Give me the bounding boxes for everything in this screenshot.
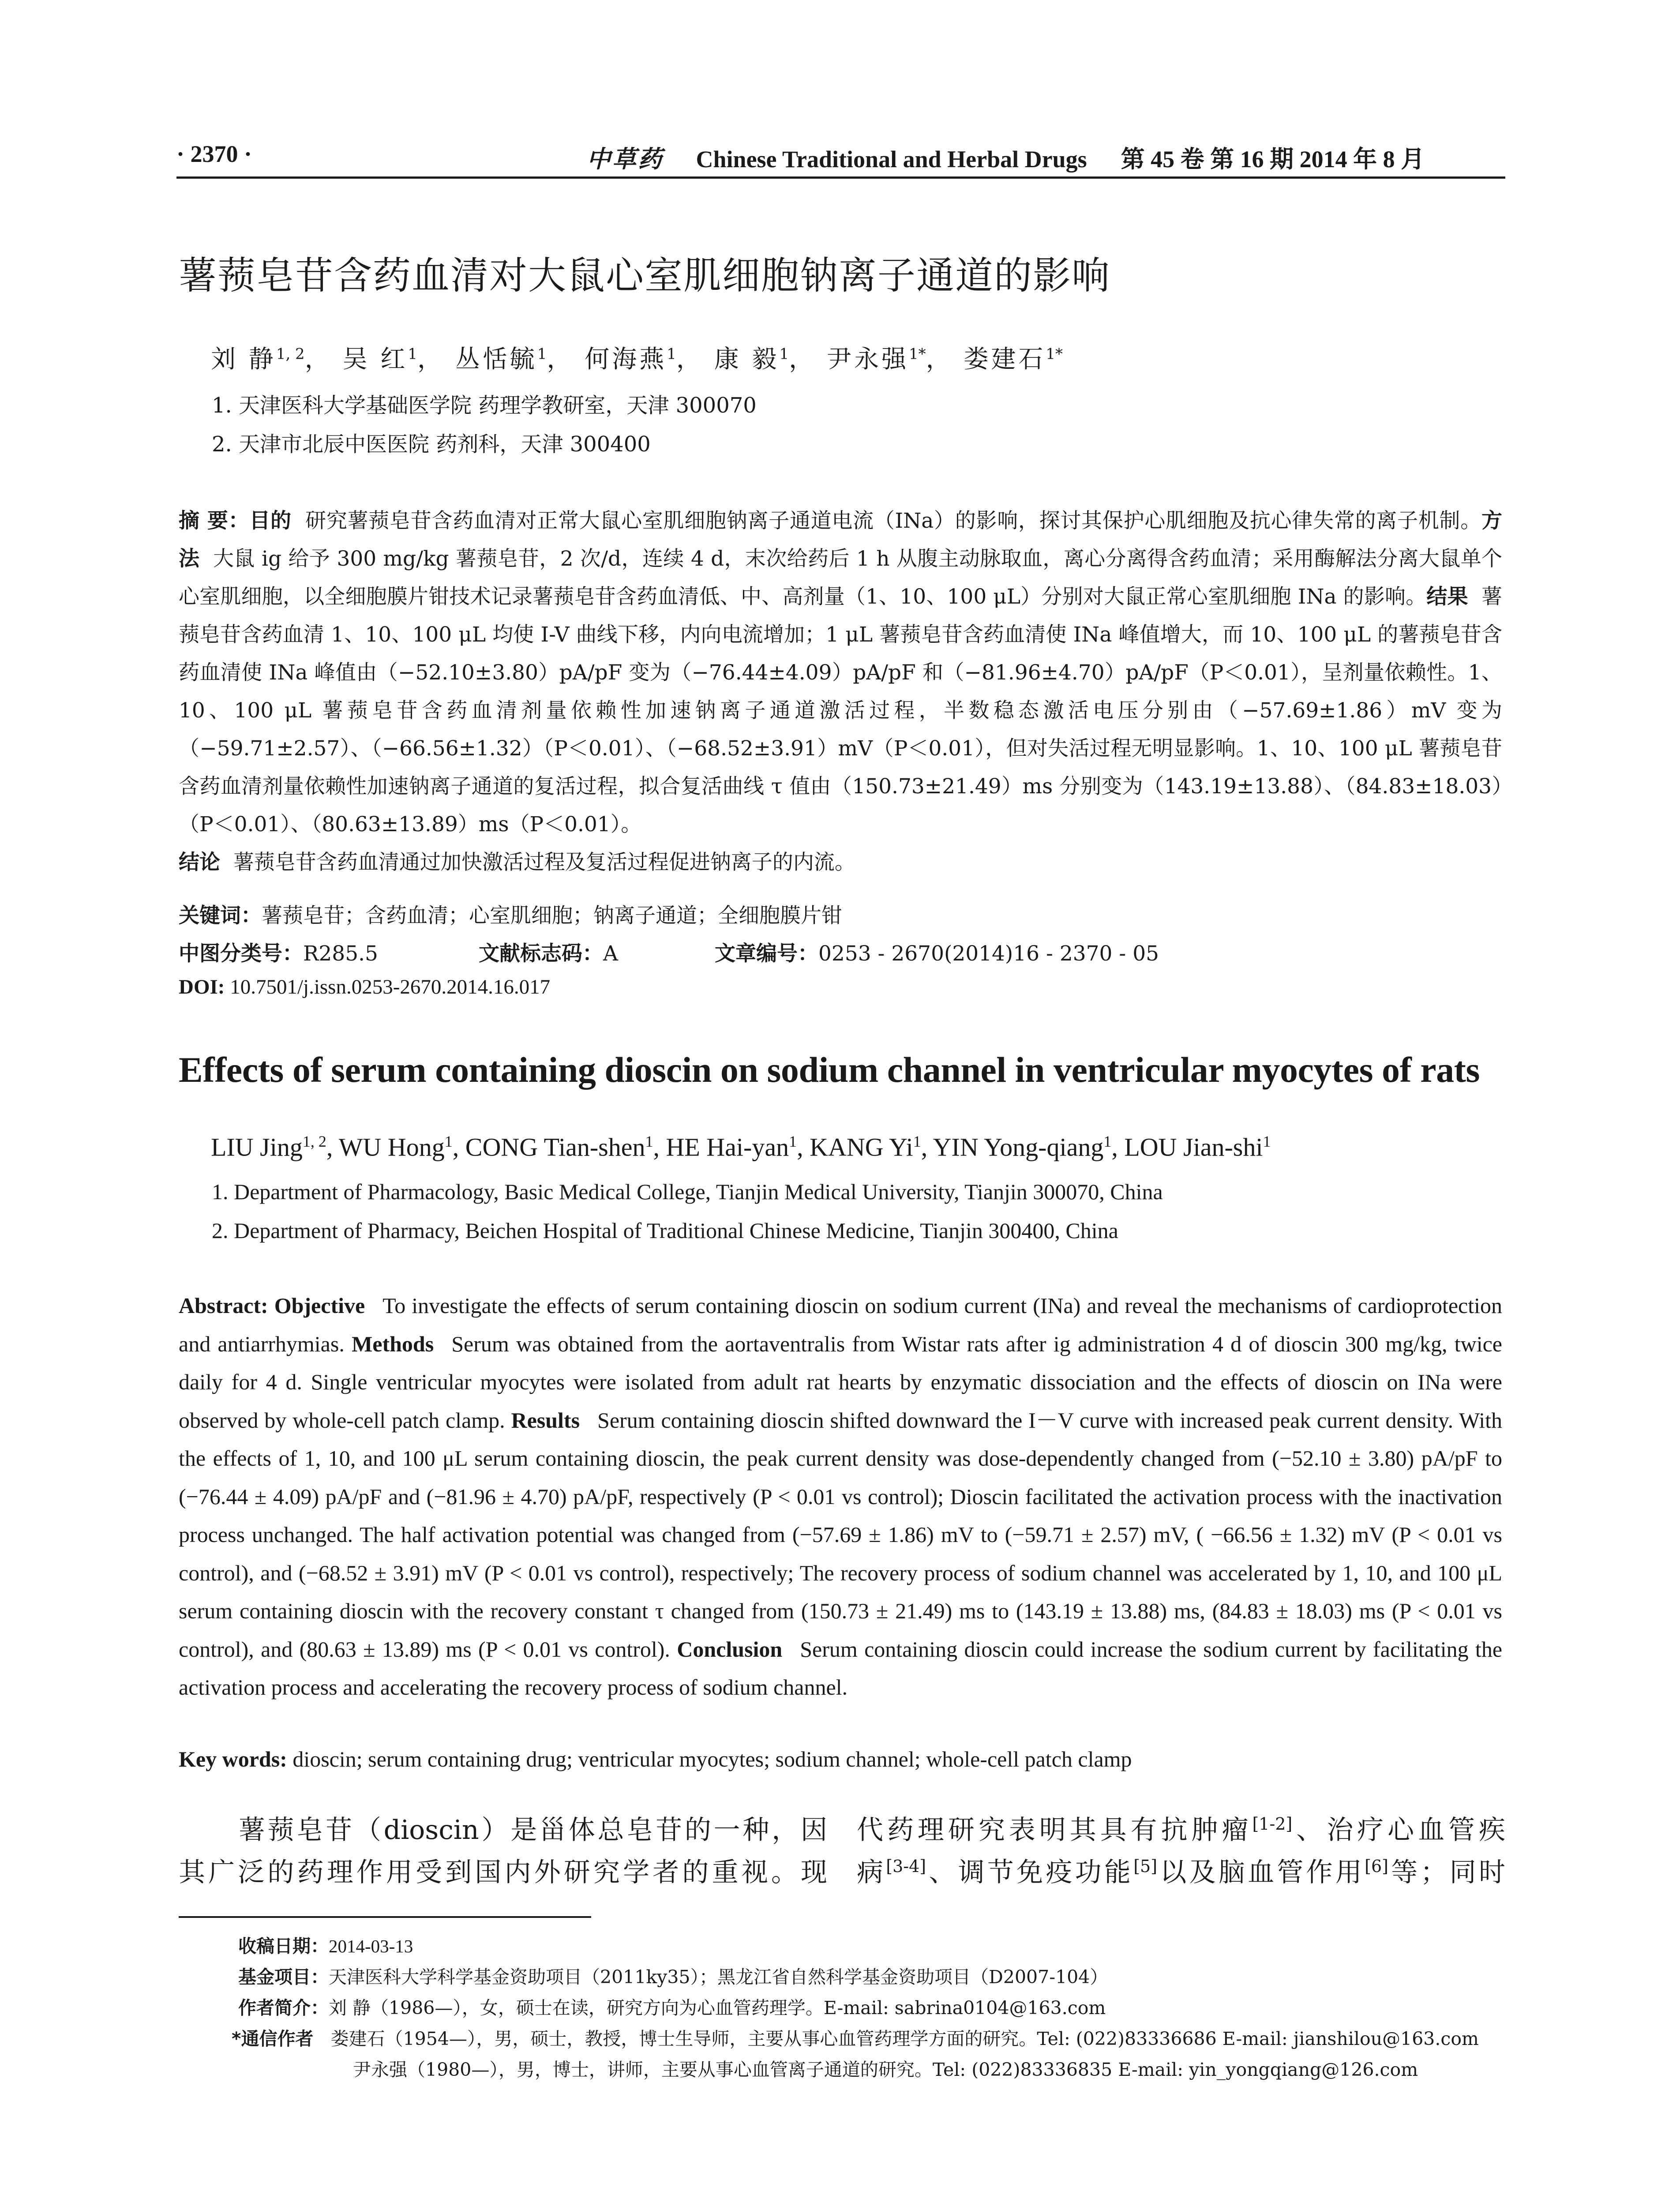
en-keywords — [179, 1746, 1502, 1772]
en-objective-label: Objective — [274, 1293, 365, 1318]
en-objective-text: To investigate the effects of serum containing dioscin on sodium current (INa) and reveal the mechanisms of cardioprotection and antiarrhymias. — [179, 1293, 1503, 1356]
cn-author: 娄建石 — [964, 345, 1046, 374]
doi-line — [179, 975, 1502, 999]
running-header — [176, 140, 1505, 176]
body-text: 等；同时 — [1388, 1857, 1506, 1888]
cn-keywords-text: 薯蓣皂苷；含药血清；心室肌细胞；钠离子通道；全细胞膜片钳 — [262, 904, 842, 928]
cn-authors: 刘 静$^{1, 2}$， 吴 红$^1$， 丛恬毓$^1$， 何海燕$^1$， 康 毅$^1$， 尹永强$^{1*}$， 娄建石$^{1*}$ — [211, 345, 1063, 374]
journal-info — [587, 140, 1425, 174]
en-title: Effects of serum containing dioscin on sodium channel in ventricular myocytes of rats — [179, 1050, 1480, 1090]
clc-label: 中图分类号： — [179, 942, 303, 966]
en-author: CONG Tian-shen — [465, 1133, 645, 1162]
doc-code-label: 文献标志码： — [479, 942, 603, 966]
body-text: 、调节免疫功能 — [926, 1857, 1134, 1888]
en-keywords-text: dioscin; serum containing drug; ventricular myocytes; sodium channel; whole-cell patch clamp — [292, 1747, 1132, 1771]
cn-conclusion-label: 结论 — [179, 850, 220, 874]
doi-value: 10.7501/j.issn.0253-2670.2014.16.017 — [230, 975, 551, 998]
article-no-label: 文章编号： — [715, 942, 818, 966]
en-methods-label: Methods — [352, 1331, 434, 1356]
en-author: LIU Jing — [211, 1133, 303, 1162]
cn-results-label: 结果 — [1426, 585, 1468, 609]
en-keywords-label: Key words: — [179, 1747, 287, 1771]
clc-value: R285.5 — [303, 942, 378, 966]
footnote-correspondence-2: 尹永强（1980—），男，博士，讲师，主要从事心血管离子通道的研究。Tel: (022)83336835 E-mail: yin_yongqiang@126.com — [353, 2059, 1418, 2080]
header-rule — [176, 176, 1505, 179]
body-text: 以及脑血管作用 — [1157, 1857, 1365, 1888]
en-conclusion-text: Serum containing dioscin could increase the sodium current by facilitating the activation process and accelerating the recovery process of sodium channel. — [179, 1636, 1503, 1700]
cn-abstract-label: 摘 要： — [179, 509, 250, 533]
cn-author: 吴 红 — [342, 345, 408, 374]
cn-methods-label: 方法 — [179, 509, 1502, 571]
citation: [3-4] — [886, 1857, 926, 1876]
footnote-correspondence: *通信作者 娄建石（1954—），男，硕士，教授，博士生导师，主要从事心血管药理学方面的研究。Tel: (022)83336686 E-mail: jianshilou@163.com — [232, 2028, 1479, 2049]
en-abstract — [179, 1287, 1502, 1707]
journal-logo: 中草药 — [587, 145, 664, 173]
en-author: KANG Yi — [810, 1133, 913, 1162]
en-results-text: Serum containing dioscin shifted downward the I－V curve with increased peak current density. With the effects of 1, 10, and 100 μL serum containing dioscin, the peak current density was dose-dependently changed from (−52.10 ± 3.80) pA/pF to (−76.44 ± 4.09) pA/pF and (−81.96 ± 4.70) pA/pF, respectively (P < 0.01 vs control); Dioscin facilitated the activation process with the inactivation process unchanged. The half activation potential was changed from (−57.69 ± 1.86) mV to (−59.71 ± 2.57) mV, ( −66.56 ± 1.32) mV (P < 0.01 vs control), and (−68.52 ± 3.91) mV (P < 0.01 vs control), respectively; The recovery process of sodium channel was accelerated by 1, 10, and 100 μL serum containing dioscin with the recovery constant τ changed from (150.73 ± 21.49) ms to (143.19 ± 13.88) ms, (84.83 ± 18.03) ms (P < 0.01 vs control), and (80.63 ± 13.89) ms (P < 0.01 vs control). — [179, 1407, 1502, 1662]
citation: [1-2] — [1252, 1814, 1293, 1834]
en-affiliation: 1. Department of Pharmacology, Basic Medical College, Tianjin Medical University, Tianjin 300070, China — [212, 1179, 1163, 1204]
cn-objective-text: 研究薯蓣皂苷含药血清对正常大鼠心室肌细胞钠离子通道电流（INa）的影响，探讨其保护心肌细胞及抗心律失常的离子机制。 — [305, 509, 1481, 533]
cn-methods-text: 大鼠 ig 给予 300 mg/kg 薯蓣皂苷，2 次/d，连续 4 d，末次给药后 1 h 从腹主动脉取血，离心分离得含药血清；采用酶解法分离大鼠单个心室肌细胞，以全细胞膜片钳技术记录薯蓣皂苷含药血清低、中、高剂量（1、10、100 μL）分别对大鼠正常心室肌细胞 INa 的影响。 — [179, 547, 1502, 609]
cn-affiliation: 2. 天津市北辰中医医院 药剂科，天津 300400 — [212, 432, 651, 457]
cn-author: 康 毅 — [714, 345, 780, 374]
en-author: YIN Yong-qiang — [933, 1133, 1104, 1162]
en-authors: LIU Jing$^{1, 2}$, WU Hong$^1$, CONG Tian-shen$^1$, HE Hai-yan$^1$, KANG Yi$^1$, YIN Yong-qiang$^1$, LOU Jian-shi$^1$ — [211, 1133, 1271, 1162]
issue-info: 第 45 卷 第 16 期 2014 年 8 月 — [1121, 146, 1425, 173]
en-results-label: Results — [511, 1407, 580, 1433]
en-methods-text: Serum was obtained from the aortaventralis from Wistar rats after ig administration 4 d of dioscin 300 mg/kg, twice daily for 4 d. Single ventricular myocytes were isolated from adult rat hearts by enzymatic dissociation and the effects of dioscin on INa were observed by whole-cell patch clamp. — [179, 1331, 1503, 1433]
cn-keywords-label: 关键词： — [179, 904, 262, 928]
citation: [6] — [1365, 1857, 1388, 1876]
en-author: LOU Jian-shi — [1124, 1133, 1263, 1162]
journal-name: Chinese Traditional and Herbal Drugs — [696, 146, 1087, 173]
footnote-author: 作者简介：刘 静（1986—），女，硕士在读，研究方向为心血管药理学。E-mail: sabrina0104@163.com — [238, 1997, 1106, 2018]
body-text: 薯蓣皂苷（dioscin）是甾体总皂苷的一种，因 — [236, 1815, 827, 1846]
doc-code-value: A — [603, 942, 618, 966]
body-text: 代药理研究表明其具有抗肿瘤 — [857, 1815, 1252, 1846]
body-column-left — [179, 1809, 827, 1894]
cn-author: 何海燕 — [585, 345, 667, 374]
body-text: 病 — [857, 1857, 886, 1888]
cn-keywords — [179, 899, 1502, 929]
body-text: 其广泛的药理作用受到国内外研究学者的重视。现 — [179, 1857, 827, 1888]
page-number: · 2370 · — [176, 141, 252, 167]
en-conclusion-label: Conclusion — [677, 1636, 783, 1662]
en-affiliation: 2. Department of Pharmacy, Beichen Hospital of Traditional Chinese Medicine, Tianjin 300400, China — [212, 1218, 1118, 1243]
cn-abstract — [179, 502, 1502, 882]
footnote-rule — [179, 1916, 591, 1918]
footnote-fund: 基金项目：天津医科大学科学基金资助项目（2011ky35）；黑龙江省自然科学基金资助项目（D2007-104） — [238, 1966, 1108, 1988]
en-author: WU Hong — [338, 1133, 445, 1162]
cn-author: 丛恬毓 — [455, 345, 537, 374]
cn-results-text: 薯蓣皂苷含药血清 1、10、100 μL 均使 I-V 曲线下移，内向电流增加；1 μL 薯蓣皂苷含药血清使 INa 峰值增大，而 10、100 μL 的薯蓣皂苷含药血清使 INa 峰值由（−52.10±3.80）pA/pF 变为（−76.44±4.09）pA/pF 和（−81.96±4.70）pA/pF（P＜0.01），呈剂量依赖性。1、10、100 μL 薯蓣皂苷含药血清剂量依赖性加速钠离子通道激活过程，半数稳态激活电压分别由（−57.69±1.86）mV 变为（−59.71±2.57）、（−66.56±1.32）（P＜0.01）、（−68.52±3.91）mV（P＜0.01），但对失活过程无明显影响。1、10、100 μL 薯蓣皂苷含药血清剂量依赖性加速钠离子通道的复活过程，拟合复活曲线 τ 值由（150.73±21.49）ms 分别变为（143.19±13.88）、（84.83±18.03）（P＜0.01）、（80.63±13.89）ms（P＜0.01）。 — [179, 585, 1502, 837]
cn-objective-label: 目的 — [249, 509, 292, 533]
doi-label: DOI: — [179, 975, 225, 998]
cn-author: 尹永强 — [826, 345, 909, 374]
cn-conclusion-text: 薯蓣皂苷含药血清通过加快激活过程及复活过程促进钠离子的内流。 — [233, 850, 855, 874]
article-no-value: 0253 - 2670(2014)16 - 2370 - 05 — [818, 942, 1159, 966]
cn-classification — [179, 937, 1502, 967]
body-text: 、治疗心血管疾 — [1292, 1815, 1506, 1846]
en-abstract-label: Abstract: — [179, 1293, 268, 1318]
cn-author: 刘 静 — [211, 345, 276, 374]
en-author: HE Hai-yan — [666, 1133, 789, 1162]
citation: [5] — [1133, 1857, 1158, 1876]
body-column-right — [857, 1809, 1505, 1894]
cn-affiliation: 1. 天津医科大学基础医学院 药理学教研室，天津 300070 — [212, 393, 757, 418]
cn-title: 薯蓣皂苷含药血清对大鼠心室肌细胞钠离子通道的影响 — [179, 254, 1110, 298]
footnote-received: 收稿日期：2014-03-13 — [238, 1936, 413, 1957]
